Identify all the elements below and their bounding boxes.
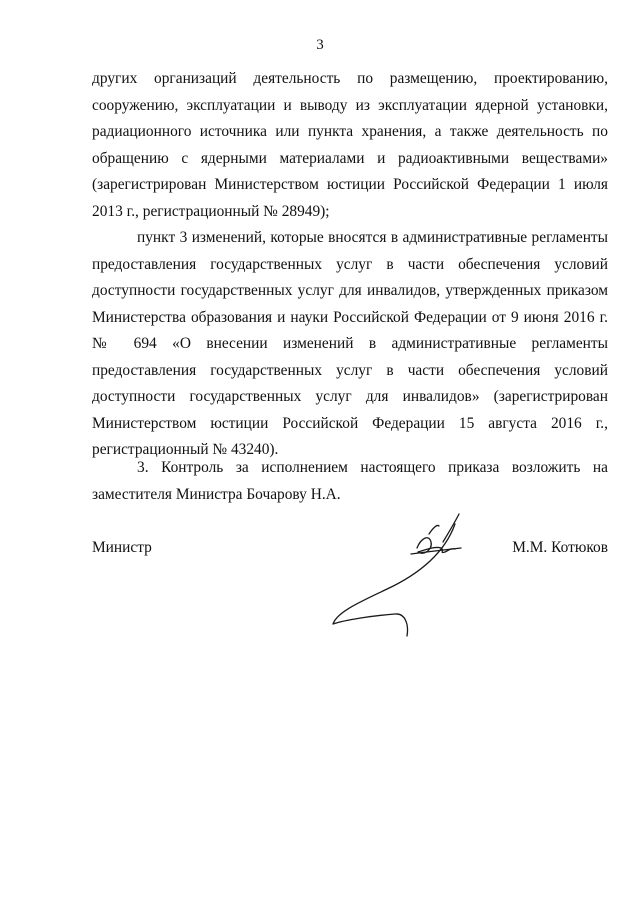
signer-position: Министр [92,539,152,556]
paragraph-control-clause: 3. Контроль за исполнением настоящего приказа возложить на заместителя Министра Бочарову Н.А. [92,459,608,503]
paragraph-continuation: других организаций деятельность по размещению, проектированию, сооружению, эксплуатации и выводу из эксплуатации ядерной установки, радиационного источника или пункта хранения, а также деятельность по обращению с ядерными материалами и радиоактивными веществами» (зарегистрирован Министерством юстиции Российской Федерации 1 июля 2013 г., регистрационный № 28949); [92,70,608,220]
handwritten-signature [325,512,500,642]
signer-name: М.М. Котюков [512,539,608,556]
page-number: 3 [316,37,324,53]
paragraph-point-3: пункт 3 изменений, которые вносятся в административные регламенты предоставления государственных услуг в части обеспечения условий доступности государственных услуг для инвалидов, утвержденных приказом Министерства образования и науки Российской Федерации от 9 июня 2016 г. № 694 «О внесении изменений в административные регламенты предоставления государственных услуг в части обеспечения условий доступности государственных услуг для инвалидов» (зарегистрирован Министерством юстиции Российской Федерации 15 августа 2016 г., регистрационный № 43240). [92,229,608,458]
